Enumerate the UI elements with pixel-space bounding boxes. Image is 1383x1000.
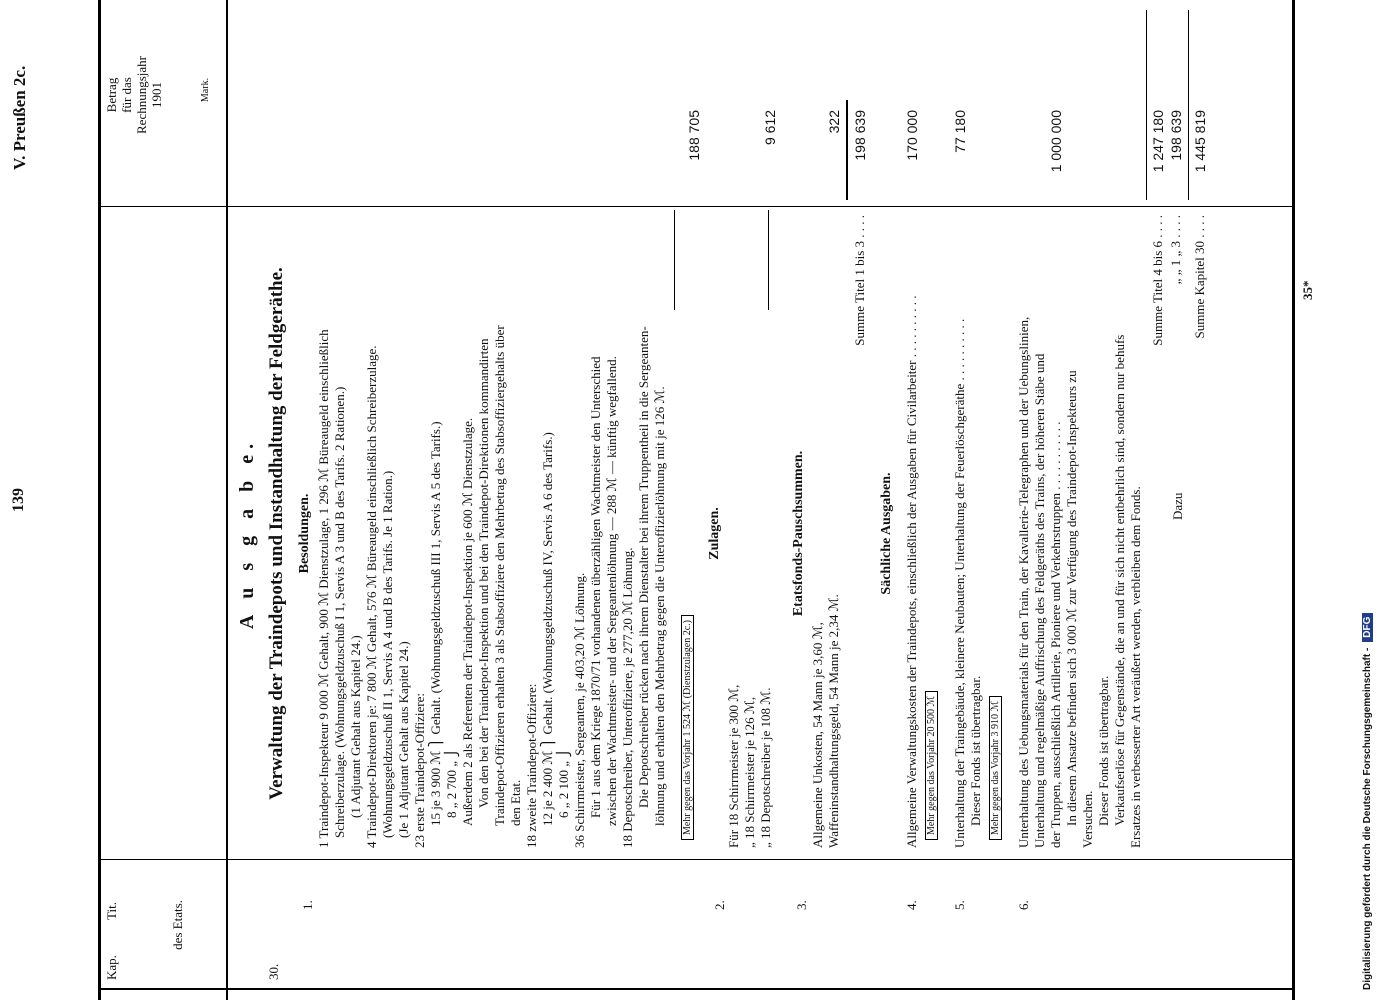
- sum-kapitel-30-amount: 1 445 819: [1192, 110, 1208, 173]
- text-line: der Truppen, ausschließlich Artillerie, Pioniere und Verkehrstruppen . . . . . . . . . . .: [1048, 421, 1063, 848]
- zulagen-text: [726, 548, 774, 848]
- column-header-tit: Tit.: [104, 902, 119, 920]
- text-line: Außerdem 2 als Referenten der Traindepot-Inspektion je 600 ℳ Dienstzulage.: [460, 417, 475, 826]
- text-line: zwischen der Wachtmeister- und der Sergeantenlöhnung — 288 ℳ — künftig wegfallend.: [604, 356, 619, 826]
- page-number: 139: [10, 488, 27, 512]
- amount-titel-6: 1 000 000: [1048, 110, 1064, 173]
- footnote-mark: 35*: [1300, 280, 1315, 300]
- text-line: 18 Depotschreiber, Unteroffiziere, je 277,20 ℳ Löhnung.: [620, 547, 635, 848]
- text-line: 36 Schirrmeister, Sergeanten, je 403,20 ℳ Löhnung.: [572, 572, 587, 848]
- sum-rule: [1146, 10, 1147, 200]
- sum-kapitel-30-label: Summe Kapitel 30 . . . .: [1192, 215, 1207, 339]
- sum-titel-1-3-dazu-amount: 198 639: [1168, 110, 1184, 161]
- text-line: „ 18 Schirrmeister je 126 ℳ,: [742, 696, 757, 848]
- text-line: 18 zweite Traindepot-Offiziere:: [524, 683, 539, 848]
- section-heading: Verwaltung der Traindepots und Instandhaltung der Feldgeräthe.: [266, 267, 287, 800]
- subtotal-rule: [846, 100, 848, 200]
- text-line: 15 je 3 900 ℳ ⎫ Gehalt. (Wohnungsgeldzuschuß III 1, Servis A 5 des Tarifs.): [428, 421, 443, 826]
- text-line: Für 18 Schirrmeister je 300 ℳ,: [726, 684, 741, 848]
- betrag-line-1: Betrag: [104, 77, 119, 113]
- text-line: Verkaufserlöse für Gegenstände, die an und für sich nicht entbehrlich sind, sondern nur behufs: [1112, 334, 1127, 826]
- column-header-des-etats: des Etats.: [170, 900, 185, 950]
- text-line: (Wohnungsgeldzuschuß II 1, Servis A 4 und B des Tarifs. Je 1 Ration.): [380, 470, 395, 838]
- section-title: A u s g a b e.: [236, 437, 258, 630]
- amount-etatsfonds: 322: [826, 110, 842, 134]
- text-line: 1 Traindepot-Inspekteur 9 000 ℳ Gehalt, 900 ℳ Dienstzulage, 1 296 ℳ Büreaugeld einschließlich: [316, 329, 331, 848]
- text-line: 23 erste Traindepot-Offiziere:: [412, 693, 427, 848]
- titel-5-text: [952, 213, 984, 848]
- text-line: (Je 1 Adjutant Gehalt aus Kapitel 24.): [396, 641, 411, 838]
- text-line: Waffeninstandhaltungsgeld, 54 Mann je 2,34 ℳ.: [826, 594, 841, 848]
- titel-number-5: 5.: [952, 900, 967, 910]
- heading-saechliche-ausgaben: Sächliche Ausgaben.: [879, 472, 894, 595]
- note-mehr-titel-4: [926, 691, 937, 840]
- sum-titel-4-6-amount: 1 247 180: [1150, 110, 1166, 173]
- heading-besoldungen: Besoldungen.: [297, 493, 312, 574]
- running-head: V. Preußen 2c.: [10, 65, 29, 170]
- kapitel-number: 30.: [266, 963, 281, 980]
- text-line: Schreiberzulage. (Wohnungsgeldzuschuß I 1, Servis A 3 und B des Tarifs. 2 Rationen.): [332, 386, 347, 838]
- sum-titel-4-6-label: Summe Titel 4 bis 6 . . . .: [1150, 215, 1165, 346]
- text-line: 6 „ 2 100 „ ⎭: [556, 747, 571, 818]
- mehr-note-box: Mehr gegen das Vorjahr 1 524 ℳ (Dienstzulagen 2c.): [681, 615, 694, 840]
- besoldungen-text: [316, 213, 668, 848]
- heading-zulagen: Zulagen.: [707, 507, 722, 560]
- titel-number-6: 6.: [1016, 900, 1031, 910]
- text-line: Dieser Fonds ist übertragbar.: [1096, 675, 1111, 826]
- subtotal-rule: [768, 210, 769, 310]
- text-line: Unterhaltung des Uebungsmaterials für den Train, der Kavallerie-Telegraphen und der Uebungslinien,: [1016, 316, 1031, 848]
- text-line: In diesem Ansatze befinden sich 3 000 ℳ zur Verfügung des Traindepot-Inspekteurs zu: [1064, 370, 1079, 826]
- text-line: Die Depotschreiber rücken nach ihrem Dienstalter bei ihrem Truppentheil in die Sergeanten-: [636, 326, 651, 808]
- header-rule: [226, 0, 228, 1000]
- column-header-mark: Mark.: [200, 77, 211, 103]
- bottom-rule: [1292, 0, 1295, 1000]
- text-line: löhnung und erhalten den Mehrbetrag gegen die Unteroffizierlöhnung mit je 126 ℳ.: [652, 386, 667, 826]
- text-line: Unterhaltung der Traingebäude, kleinere Neubauten; Unterhaltung der Feuerlöschgeräthe . . . . . . . . . .: [952, 318, 967, 848]
- text-line: „ 18 Depotschreiber je 108 ℳ.: [758, 687, 773, 848]
- mehr-note-box: Mehr gegen das Vorjahr 3 910 ℳ: [989, 696, 1002, 840]
- text-line: den Etat.: [508, 779, 523, 826]
- left-rule: [98, 988, 1295, 990]
- column-header-kap: Kap.: [104, 955, 119, 980]
- titel-number-1: 1.: [300, 900, 315, 910]
- note-mehr-titel-5: [990, 696, 1001, 840]
- text-line: Von den bei der Traindepot-Inspektion und bei den Traindepot-Direktionen kommandirten: [476, 338, 491, 808]
- betrag-line-2: für das: [119, 77, 134, 113]
- subtotal-rule: [674, 210, 675, 310]
- dazu-label: Dazu: [1170, 492, 1185, 520]
- amount-titel-4: 170 000: [904, 110, 920, 161]
- text-line: Traindepot-Offizieren erhalten 3 als Stabsoffiziere den Mehrbetrag des Stabsoffiziergehalts über: [492, 325, 507, 826]
- text-line: Ersatzes in verbesserter Art veräußert werden, verbleiben dem Fonds.: [1128, 486, 1143, 848]
- note-mehr-besoldungen: [682, 615, 693, 840]
- text-line: 4 Traindepot-Direktoren je: 7 800 ℳ Gehalt, 576 ℳ Büreaugeld einschließlich Schreiberzulage.: [364, 345, 379, 848]
- text-line: (1 Adjutant Gehalt aus Kapitel 24.): [348, 635, 363, 818]
- digitization-credit: [1362, 10, 1373, 990]
- text-line: Unterhaltung und regelmäßige Auffrischung des Feldgeräths des Trains, der höheren Stäbe und: [1032, 353, 1047, 848]
- text-line: 12 je 2 400 ℳ ⎫ Gehalt. (Wohnungsgeldzuschuß IV, Servis A 6 des Tarifs.): [540, 432, 555, 826]
- dfg-logo: DFG: [1362, 613, 1373, 642]
- sum-rule: [1188, 10, 1189, 200]
- text-line: Versuchen.: [1080, 790, 1095, 848]
- text-line: Allgemeine Unkosten, 54 Mann je 3,60 ℳ,: [810, 622, 825, 848]
- credit-text: Digitalisierung gefördert durch die Deutsche Forschungsgemeinschaft -: [1362, 647, 1373, 990]
- etatsfonds-text: [810, 348, 842, 848]
- betrag-line-3: Rechnungsjahr: [134, 56, 149, 134]
- heading-etatsfonds: Etatsfonds-Pauschsummen.: [791, 450, 806, 617]
- titel-number-3: 3.: [794, 900, 809, 910]
- titel-4-text: Allgemeine Verwaltungskosten der Traindepots, einschließlich der Ausgaben für Civilarbeiter . . . . . . . . . .: [904, 295, 919, 848]
- sum-titel-1-3-dazu-label: „ „ 1 „ 3 . . . .: [1168, 215, 1183, 285]
- amount-zulagen: 9 612: [762, 110, 778, 146]
- titel-number-4: 4.: [904, 900, 919, 910]
- text-line: Dieser Fonds ist übertragbar.: [968, 675, 983, 826]
- titel-number-2: 2.: [712, 900, 727, 910]
- titel-6-text: [1016, 213, 1144, 848]
- mehr-note-box: Mehr gegen das Vorjahr 20 500 ℳ: [925, 691, 938, 840]
- sum-titel-1-3-amount: 198 639: [852, 110, 868, 161]
- sum-titel-1-3-label: Summe Titel 1 bis 3 . . . .: [852, 215, 867, 346]
- betrag-line-4: 1901: [149, 82, 164, 108]
- amount-titel-5: 77 180: [952, 110, 968, 153]
- column-header-betrag: [104, 20, 164, 170]
- text-line: 8 „ 2 700 „ ⎭: [444, 747, 459, 818]
- top-rule: [98, 0, 101, 1000]
- amount-besoldungen: 188 705: [686, 110, 702, 161]
- text-line: Für 1 aus dem Kriege 1870/71 vorhandenen überzähligen Wachtmeister den Unterschied: [588, 356, 603, 818]
